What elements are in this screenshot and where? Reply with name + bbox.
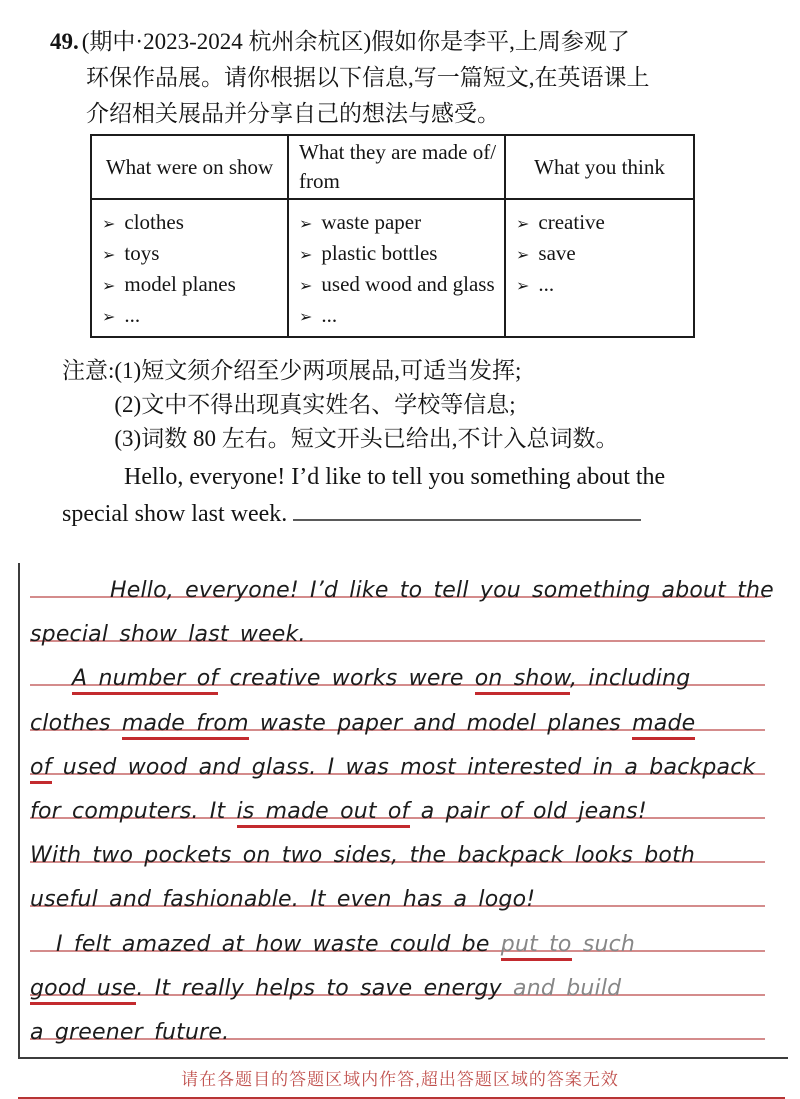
question-line: 介绍相关展品并分享自己的想法与感受。 bbox=[86, 101, 500, 126]
handwriting-segment: clothes bbox=[30, 710, 122, 736]
table-list-item: ➢ save bbox=[516, 239, 693, 270]
answer-ruled-line bbox=[30, 642, 765, 692]
correction-underlined-text: made bbox=[632, 711, 695, 740]
answer-ruled-line bbox=[30, 996, 765, 1045]
opening-line-2 bbox=[62, 496, 760, 533]
arrow-bullet-icon: ➢ bbox=[299, 278, 313, 295]
arrow-bullet-icon: ➢ bbox=[299, 216, 313, 233]
notes-block bbox=[62, 354, 800, 456]
question-block bbox=[50, 24, 760, 132]
table-list-item: ➢ model planes bbox=[102, 270, 287, 301]
table-list-item: ➢ ... bbox=[516, 270, 693, 301]
handwriting-segment: for computers. It bbox=[30, 798, 237, 824]
handwriting-segment: a pair of old jeans! bbox=[409, 798, 647, 824]
table-body-cell bbox=[91, 199, 288, 337]
arrow-bullet-icon: ➢ bbox=[516, 216, 530, 233]
notes-items bbox=[114, 354, 618, 456]
handwritten-text bbox=[30, 1020, 229, 1045]
table-list-item: ➢ waste paper bbox=[299, 208, 504, 239]
handwriting-segment: , including bbox=[570, 666, 691, 692]
table-list-item: ➢ ... bbox=[102, 301, 287, 332]
answer-lines bbox=[30, 563, 788, 1045]
info-table-body bbox=[91, 199, 694, 337]
arrow-bullet-icon: ➢ bbox=[299, 309, 313, 326]
arrow-bullet-icon: ➢ bbox=[102, 216, 116, 233]
arrow-bullet-icon: ➢ bbox=[299, 247, 313, 264]
notes-item: (1)短文须介绍至少两项展品,可适当发挥; bbox=[114, 358, 522, 383]
table-list-item: ➢ toys bbox=[102, 239, 287, 270]
correction-underlined-text: is made out of bbox=[237, 799, 410, 828]
table-body-cell bbox=[505, 199, 694, 337]
arrow-bullet-icon: ➢ bbox=[102, 278, 116, 295]
handwriting-segment: useful and fashionable. It even has a logo! bbox=[30, 887, 536, 913]
arrow-bullet-icon: ➢ bbox=[516, 278, 530, 295]
table-list-item: ➢ creative bbox=[516, 208, 693, 239]
table-list-item: ➢ plastic bottles bbox=[299, 239, 504, 270]
opening-line-1: Hello, everyone! I’d like to tell you something about the bbox=[124, 464, 666, 490]
handwriting-segment: such bbox=[571, 931, 636, 957]
handwriting-segment: Hello, everyone! I’d like to tell you something about the bbox=[110, 578, 774, 603]
correction-underlined-text: put to bbox=[501, 932, 572, 961]
table-header-cell: What you think bbox=[505, 135, 694, 199]
opening-blank-line bbox=[293, 515, 641, 521]
answer-ruled-line bbox=[30, 863, 765, 913]
opening-line-2-text: special show last week. bbox=[62, 501, 288, 527]
table-list-item: ➢ used wood and glass bbox=[299, 270, 504, 301]
opening-block bbox=[62, 459, 760, 533]
handwriting-segment: and build bbox=[513, 975, 622, 1001]
info-table-header bbox=[91, 135, 694, 199]
table-header-cell: What they are made of/ from bbox=[288, 135, 505, 199]
correction-underlined-text: on show bbox=[475, 666, 570, 695]
answer-ruled-line bbox=[30, 819, 765, 869]
question-line: 环保作品展。请你根据以下信息,写一篇短文,在英语课上 bbox=[86, 65, 650, 90]
handwriting-segment: waste paper and model planes bbox=[248, 710, 633, 736]
arrow-bullet-icon: ➢ bbox=[102, 247, 116, 264]
correction-underlined-text: A number of bbox=[72, 666, 218, 695]
correction-underlined-text: good use bbox=[30, 976, 136, 1005]
exam-page bbox=[0, 24, 800, 1091]
table-list-item: ➢ clothes bbox=[102, 208, 287, 239]
table-body-cell bbox=[288, 199, 505, 337]
handwriting-segment: With two pockets on two sides, the backpack looks both bbox=[30, 843, 696, 869]
correction-underlined-text: made from bbox=[122, 711, 249, 740]
handwriting-segment: used wood and glass. I was most interested in a backpack bbox=[51, 754, 756, 780]
answer-ruled-line bbox=[30, 952, 765, 1001]
handwriting-segment: . It really helps to save energy bbox=[136, 975, 514, 1001]
answer-ruled-line bbox=[30, 563, 774, 603]
correction-underlined-text: of bbox=[30, 755, 52, 784]
answer-area bbox=[18, 563, 788, 1059]
table-header-cell: What were on show bbox=[91, 135, 288, 199]
handwriting-segment: a greener future. bbox=[30, 1019, 230, 1045]
answer-ruled-line bbox=[30, 775, 765, 824]
arrow-bullet-icon: ➢ bbox=[102, 309, 116, 326]
table-list-item: ➢ ... bbox=[299, 301, 504, 332]
notes-item: (2)文中不得出现真实姓名、学校等信息; bbox=[114, 392, 516, 417]
handwriting-segment: I felt amazed at how waste could be bbox=[56, 931, 501, 957]
arrow-bullet-icon: ➢ bbox=[516, 247, 530, 264]
answer-ruled-line bbox=[30, 686, 765, 736]
question-number: 49. bbox=[50, 29, 79, 54]
notes-item: (3)词数 80 左右。短文开头已给出,不计入总词数。 bbox=[114, 426, 619, 451]
answer-ruled-line bbox=[30, 598, 765, 648]
notes-label: 注意: bbox=[62, 358, 115, 383]
handwriting-segment: special show last week. bbox=[30, 622, 306, 648]
answer-ruled-line bbox=[30, 907, 765, 957]
handwriting-segment: creative works were bbox=[218, 666, 475, 692]
footer-notice: 请在各题目的答题区域内作答,超出答题区域的答案无效 bbox=[181, 1069, 619, 1089]
info-table bbox=[90, 134, 695, 338]
answer-ruled-line bbox=[30, 731, 765, 780]
question-line: 49. (期中·2023-2024 杭州余杭区)假如你是李平,上周参观了 bbox=[50, 29, 630, 54]
